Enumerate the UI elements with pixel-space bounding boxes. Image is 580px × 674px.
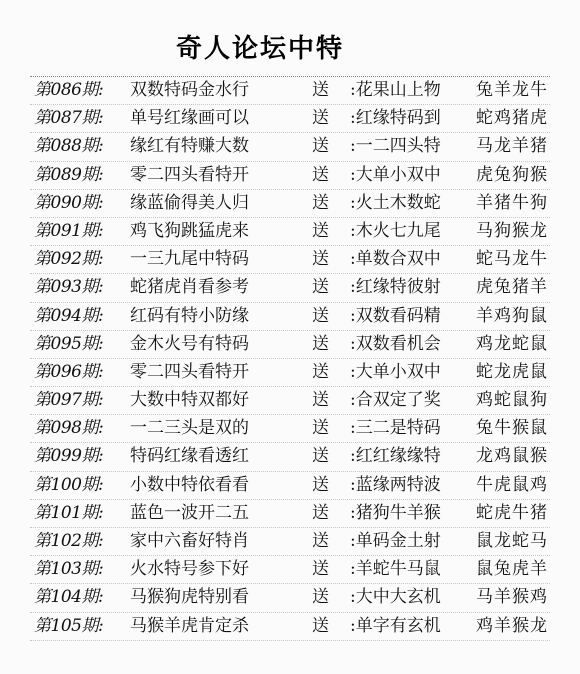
riddle-text: 零二四头看特开 <box>130 361 249 382</box>
table-row <box>30 133 550 161</box>
zodiac-pick: 蛇马龙牛 <box>476 249 548 270</box>
table-row <box>30 443 550 471</box>
zodiac-pick: 龙鸡鼠猴 <box>476 446 548 467</box>
send-label: 送 <box>312 446 329 467</box>
hint-text: :单字有玄机 <box>350 615 441 636</box>
hint-text: :合双定了奖 <box>350 390 441 411</box>
table-row <box>30 415 550 443</box>
zodiac-pick: 蛇龙虎鼠 <box>476 361 548 382</box>
period-label: 第090期: <box>34 192 104 213</box>
page-title: 奇人论坛中特 <box>175 34 344 64</box>
period-label: 第094期: <box>34 305 104 326</box>
hint-text: :大单小双中 <box>350 361 441 382</box>
hint-text: :大中大玄机 <box>350 587 441 608</box>
zodiac-pick: 虎兔猪羊 <box>476 277 548 298</box>
table-row <box>30 613 550 641</box>
period-label: 第103期: <box>34 559 104 580</box>
riddle-text: 马猴狗虎特别看 <box>130 587 249 608</box>
hint-text: :羊蛇牛马鼠 <box>350 559 441 580</box>
period-label: 第091期: <box>34 220 104 241</box>
hint-text: :大单小双中 <box>350 164 441 185</box>
zodiac-pick: 兔牛猴鼠 <box>476 418 548 439</box>
riddle-text: 红码有特小防缘 <box>130 305 249 326</box>
period-label: 第093期: <box>34 277 104 298</box>
hint-text: :火土木数蛇 <box>350 192 441 213</box>
table-row <box>30 105 550 133</box>
table-row <box>30 274 550 302</box>
send-label: 送 <box>312 333 329 354</box>
table-row <box>30 246 550 274</box>
riddle-text: 零二四头看特开 <box>130 164 249 185</box>
table-row <box>30 190 550 218</box>
zodiac-pick: 鸡蛇鼠狗 <box>476 390 548 411</box>
riddle-text: 缘蓝偷得美人归 <box>130 192 249 213</box>
period-label: 第104期: <box>34 587 104 608</box>
hint-text: :单码金土射 <box>350 531 441 551</box>
hint-text: :双数看码精 <box>350 305 441 326</box>
table-row <box>30 387 550 415</box>
send-label: 送 <box>312 220 329 241</box>
period-label: 第101期: <box>34 502 104 523</box>
riddle-text: 双数特码金水行 <box>130 80 249 100</box>
table-row <box>30 331 550 359</box>
zodiac-pick: 羊鸡狗鼠 <box>476 305 548 326</box>
riddle-text: 一三九尾中特码 <box>130 249 249 270</box>
period-label: 第102期: <box>34 531 104 551</box>
hint-text: :一二四头特 <box>350 136 441 157</box>
send-label: 送 <box>312 164 329 185</box>
table-row <box>30 359 550 387</box>
riddle-text: 火水特号参下好 <box>130 559 249 580</box>
table-row <box>30 218 550 246</box>
table-row <box>30 77 550 105</box>
period-label: 第087期: <box>34 108 104 129</box>
send-label: 送 <box>312 418 329 439</box>
period-label: 第095期: <box>34 333 104 354</box>
send-label: 送 <box>312 108 329 129</box>
table-row <box>30 162 550 190</box>
period-label: 第097期: <box>34 390 104 411</box>
zodiac-pick: 马羊猴鸡 <box>476 587 548 608</box>
hint-text: :蓝缘两特波 <box>350 474 441 495</box>
send-label: 送 <box>312 249 329 270</box>
send-label: 送 <box>312 390 329 411</box>
table-row <box>30 556 550 584</box>
riddle-text: 蛇猪虎肖看参考 <box>130 277 249 298</box>
zodiac-pick: 鸡羊猴龙 <box>476 615 548 636</box>
hint-text: :木火七九尾 <box>350 220 441 241</box>
hint-text: :双数看机会 <box>350 333 441 354</box>
table-row <box>30 584 550 612</box>
riddle-text: 鸡飞狗跳猛虎来 <box>130 220 249 241</box>
send-label: 送 <box>312 559 329 580</box>
hint-text: :三二是特码 <box>350 418 441 439</box>
table-row <box>30 528 550 556</box>
period-label: 第098期: <box>34 418 104 439</box>
zodiac-pick: 马狗猴龙 <box>476 220 548 241</box>
hint-text: :红缘特彼射 <box>350 277 441 298</box>
hint-text: :猪狗牛羊猴 <box>350 502 441 523</box>
period-label: 第105期: <box>34 615 104 636</box>
send-label: 送 <box>312 587 329 608</box>
period-label: 第099期: <box>34 446 104 467</box>
send-label: 送 <box>312 192 329 213</box>
send-label: 送 <box>312 474 329 495</box>
riddle-text: 金木火号有特码 <box>130 333 249 354</box>
prediction-table <box>30 76 550 641</box>
send-label: 送 <box>312 305 329 326</box>
zodiac-pick: 蛇鸡猪虎 <box>476 108 548 129</box>
send-label: 送 <box>312 615 329 636</box>
zodiac-pick: 羊猪牛狗 <box>476 192 548 213</box>
zodiac-pick: 蛇虎牛猪 <box>476 502 548 523</box>
riddle-text: 大数中特双都好 <box>130 390 249 411</box>
riddle-text: 蓝色一波开二五 <box>130 502 249 523</box>
period-label: 第088期: <box>34 136 104 157</box>
riddle-text: 缘红有特赚大数 <box>130 136 249 157</box>
period-label: 第096期: <box>34 361 104 382</box>
riddle-text: 家中六畜好特肖 <box>130 531 249 551</box>
period-label: 第089期: <box>34 164 104 185</box>
zodiac-pick: 牛虎鼠鸡 <box>476 474 548 495</box>
hint-text: :花果山上物 <box>350 80 441 100</box>
send-label: 送 <box>312 80 329 100</box>
riddle-text: 单号红缘画可以 <box>130 108 249 129</box>
zodiac-pick: 兔羊龙牛 <box>476 80 548 100</box>
send-label: 送 <box>312 136 329 157</box>
hint-text: :单数合双中 <box>350 249 441 270</box>
hint-text: :红红缘缘特 <box>350 446 441 467</box>
riddle-text: 小数中特依看看 <box>130 474 249 495</box>
zodiac-pick: 马龙羊猪 <box>476 136 548 157</box>
riddle-text: 马猴羊虎肯定杀 <box>130 615 249 636</box>
table-row <box>30 472 550 500</box>
zodiac-pick: 鸡龙蛇鼠 <box>476 333 548 354</box>
send-label: 送 <box>312 277 329 298</box>
zodiac-pick: 鼠龙蛇马 <box>476 531 548 551</box>
zodiac-pick: 鼠兔虎羊 <box>476 559 548 580</box>
send-label: 送 <box>312 502 329 523</box>
riddle-text: 特码红缘看透红 <box>130 446 249 467</box>
period-label: 第100期: <box>34 474 104 495</box>
send-label: 送 <box>312 531 329 551</box>
hint-text: :红缘特码到 <box>350 108 441 129</box>
period-label: 第092期: <box>34 249 104 270</box>
zodiac-pick: 虎兔狗猴 <box>476 164 548 185</box>
table-row <box>30 500 550 528</box>
send-label: 送 <box>312 361 329 382</box>
period-label: 第086期: <box>34 80 104 100</box>
riddle-text: 一二三头是双的 <box>130 418 249 439</box>
table-row <box>30 303 550 331</box>
